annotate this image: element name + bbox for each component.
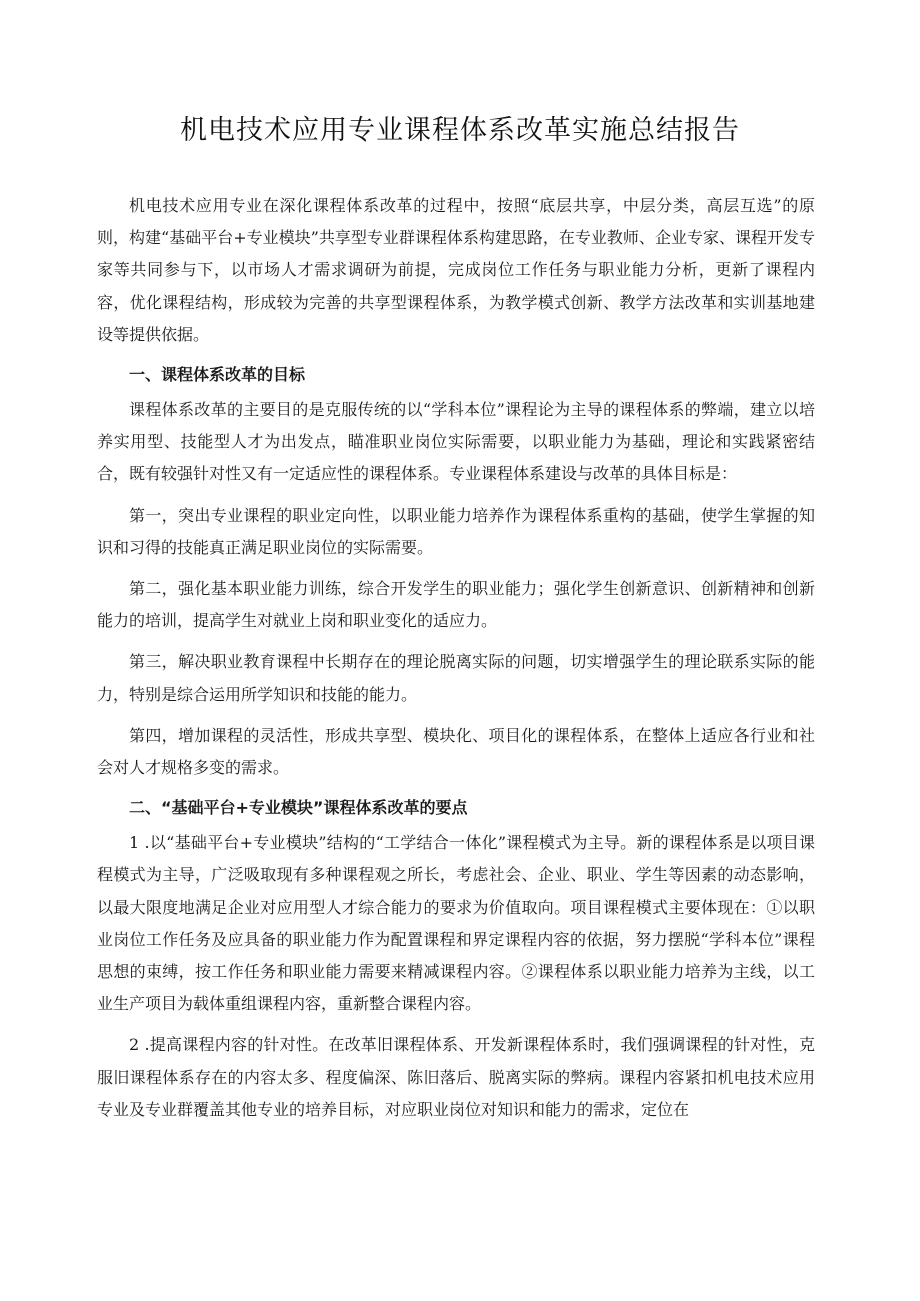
intro-paragraph: 机电技术应用专业在深化课程体系改革的过程中，按照“底层共享，中层分类，高层互选”的原则，构建“基础平台+专业模块”共享型专业群课程体系构建思路，在专业教师、企业专家、课程开发专家等共同参与下，以市场人才需求调研为前提，完成岗位工作任务与职业能力分析，更新了课程内容，优化课程结构，形成较为完善的共享型课程体系，为教学模式创新、教学方法改革和实训基地建设等提供依据。 xyxy=(97,196,815,344)
goal-item-1: 第一，突出专业课程的职业定向性，以职业能力培养作为课程体系重构的基础，使学生掌握的知识和习得的技能真正满足职业岗位的实际需要。 xyxy=(97,505,815,557)
section-heading-key-points: 二、“基础平台+专业模块”课程体系改革的要点 xyxy=(129,798,468,818)
section-heading-goals: 一、课程体系改革的目标 xyxy=(129,365,306,385)
goals-paragraph: 课程体系改革的主要目的是克服传统的以“学科本位”课程论为主导的课程体系的弊端，建立以培养实用型、技能型人才为出发点，瞄准职业岗位实际需要，以职业能力为基础，理论和实践紧密结合，既有较强针对性又有一定适应性的课程体系。专业课程体系建设与改革的具体目标是： xyxy=(97,400,815,484)
document-body xyxy=(97,190,815,1126)
document-title: 机电技术应用专业课程体系改革实施总结报告 xyxy=(180,115,740,146)
goal-item-2: 第二，强化基本职业能力训练，综合开发学生的职业能力；强化学生创新意识、创新精神和创新能力的培训，提高学生对就业上岗和职业变化的适应力。 xyxy=(97,579,815,631)
goal-item-4: 第四，增加课程的灵活性，形成共享型、模块化、项目化的课程体系，在整体上适应各行业和社会对人才规格多变的需求。 xyxy=(97,725,815,778)
goal-item-3: 第三，解决职业教育课程中长期存在的理论脱离实际的问题，切实增强学生的理论联系实际的能力，特别是综合运用所学知识和技能的能力。 xyxy=(97,652,815,704)
key-point-2: 2 .提高课程内容的针对性。在改革旧课程体系、开发新课程体系时，我们强调课程的针对性，克服旧课程体系存在的内容太多、程度偏深、陈旧落后、脱离实际的弊病。课程内容紧扣机电技术应用专业及专业群覆盖其他专业的培养目标，对应职业岗位对知识和能力的需求，定位在 xyxy=(97,1035,815,1119)
key-point-1: 1 .以“基础平台+专业模块”结构的“工学结合一体化”课程模式为主导。新的课程体系是以项目课程模式为主导，广泛吸取现有多种课程观之所长，考虑社会、企业、职业、学生等因素的动态影响，以最大限度地满足企业对应用型人才综合能力的要求为价值取向。项目课程模式主要体现在：①以职业岗位工作任务及应具备的职业能力作为配置课程和界定课程内容的依据，努力摆脱“学科本位”课程思想的束缚，按工作任务和职业能力需要来精减课程内容。②课程体系以职业能力培养为主线，以工业生产项目为载体重组课程内容，重新整合课程内容。 xyxy=(97,833,815,1014)
